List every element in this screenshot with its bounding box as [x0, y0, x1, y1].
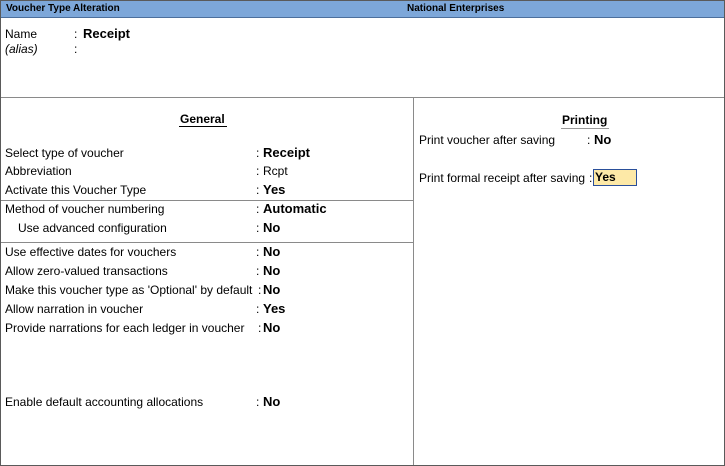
alias-field[interactable]: [83, 42, 283, 56]
name-field[interactable]: Receipt: [83, 26, 130, 41]
window-title: Voucher Type Alteration: [6, 3, 120, 14]
colon: :: [258, 283, 262, 297]
title-bar: [1, 1, 724, 18]
abbreviation-value[interactable]: Rcpt: [263, 164, 288, 178]
effective-dates-label: Use effective dates for vouchers: [5, 245, 177, 259]
colon: :: [258, 321, 262, 335]
printing-section-title: Printing: [562, 113, 608, 127]
colon: :: [256, 146, 260, 160]
colon: :: [256, 264, 260, 278]
general-divider-1: [1, 200, 413, 201]
colon: :: [256, 302, 260, 316]
numbering-method-value[interactable]: Automatic: [263, 201, 327, 216]
print-after-saving-value[interactable]: No: [594, 132, 612, 147]
default-allocations-label: Enable default accounting allocations: [5, 395, 204, 409]
colon: :: [256, 395, 260, 409]
colon: :: [256, 202, 260, 216]
effective-dates-value[interactable]: No: [263, 244, 281, 259]
general-divider-2: [1, 242, 413, 243]
formal-receipt-input[interactable]: Yes: [593, 169, 637, 186]
printing-title-underline: [561, 128, 609, 129]
allow-narration-label: Allow narration in voucher: [5, 302, 144, 316]
zero-valued-label: Allow zero-valued transactions: [5, 264, 168, 278]
header-divider: [1, 97, 724, 98]
allow-narration-value[interactable]: Yes: [263, 301, 286, 316]
abbreviation-label: Abbreviation: [5, 164, 72, 178]
advanced-config-value[interactable]: No: [263, 220, 281, 235]
default-allocations-value[interactable]: No: [263, 394, 281, 409]
pane-divider: [413, 97, 414, 465]
advanced-config-label: Use advanced configuration: [18, 221, 167, 235]
company-name: National Enterprises: [407, 3, 505, 14]
colon: :: [256, 164, 260, 178]
colon: :: [589, 171, 593, 185]
name-label: Name: [5, 27, 38, 41]
ledger-narration-label: Provide narrations for each ledger in voucher: [5, 321, 245, 335]
print-after-saving-label: Print voucher after saving: [419, 133, 556, 147]
optional-default-value[interactable]: No: [263, 282, 281, 297]
activate-voucher-value[interactable]: Yes: [263, 182, 286, 197]
optional-default-label: Make this voucher type as 'Optional' by default: [5, 283, 253, 297]
select-type-label: Select type of voucher: [5, 146, 124, 160]
name-colon: :: [74, 27, 78, 41]
zero-valued-value[interactable]: No: [263, 263, 281, 278]
ledger-narration-value[interactable]: No: [263, 320, 281, 335]
activate-voucher-label: Activate this Voucher Type: [5, 183, 147, 197]
alias-colon: :: [74, 42, 78, 56]
colon: :: [587, 133, 591, 147]
colon: :: [256, 221, 260, 235]
colon: :: [256, 245, 260, 259]
select-type-value[interactable]: Receipt: [263, 145, 310, 160]
colon: :: [256, 183, 260, 197]
formal-receipt-label: Print formal receipt after saving: [419, 171, 586, 185]
alias-label: (alias): [5, 42, 38, 56]
general-title-underline: [179, 126, 227, 127]
general-section-title: General: [180, 112, 225, 126]
numbering-method-label: Method of voucher numbering: [5, 202, 165, 216]
